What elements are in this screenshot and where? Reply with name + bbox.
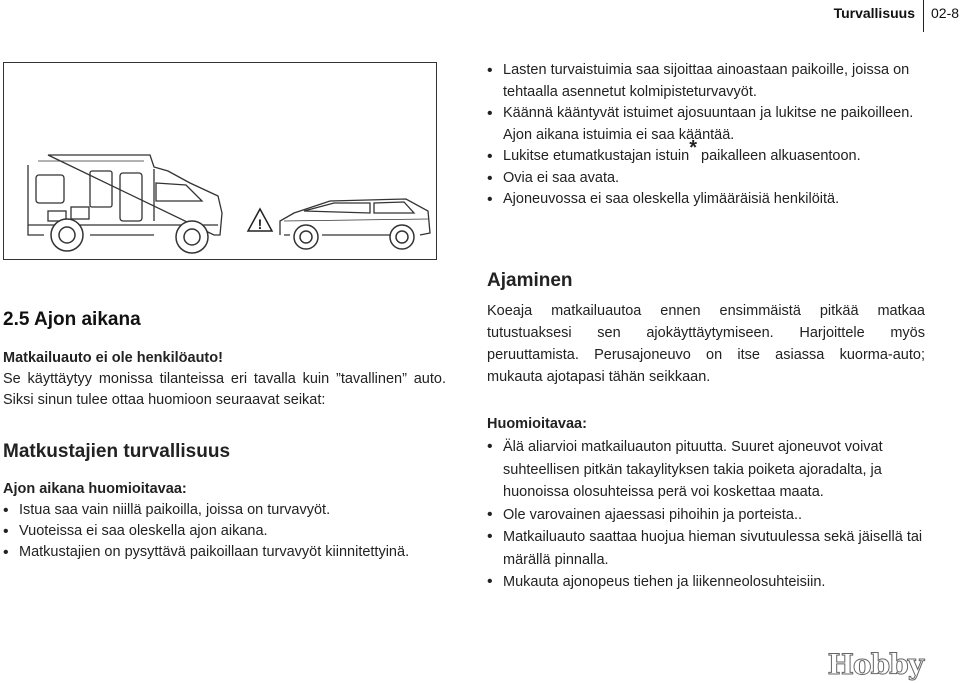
svg-text:!: ! <box>257 216 263 232</box>
list-item: • Älä aliarvioi matkailuauton pituutta. Suuret ajoneuvot voivat suhteellisen pitkän takaylityksen takia poiketa ajoradalta, ja huonoissa olosuhteissa perä voi koskettaa maata. <box>487 436 925 504</box>
list-item: • Ajoneuvossa ei saa oleskella ylimääräisiä henkilöitä. <box>487 189 927 211</box>
list-item: • Mukauta ajonopeus tiehen ja liikenneolosuhteisiin. <box>487 571 925 594</box>
list-item: • Ole varovainen ajaessasi pihoihin ja porteista.. <box>487 504 925 527</box>
vehicle-illustration <box>3 62 437 260</box>
left-column <box>3 348 446 563</box>
motorhome-car-drawing <box>4 63 436 259</box>
right-column <box>487 268 925 594</box>
list-item: • Istua saa vain niillä paikoilla, joissa on turvavyöt. <box>3 500 446 521</box>
driving-title: Ajaminen <box>487 270 573 291</box>
list-item: • Lasten turvaistuimia saa sijoittaa ainoastaan paikoille, joissa on tehtaalla asennetut kolmipisteturvavyöt. <box>487 60 927 103</box>
asterisk-mark: * <box>689 137 697 160</box>
driving-label: Huomioitavaa: <box>487 416 587 432</box>
list-item: • Matkustajien on pysyttävä paikoillaan turvavyöt kiinnitettyinä. <box>3 542 446 563</box>
list-item: • Matkailuauto saattaa huojua hieman sivutuulessa sekä jäisellä tai märällä pinnalla. <box>487 526 925 571</box>
hobby-logo: Hobby <box>827 648 923 681</box>
top-right-bullets <box>487 60 927 211</box>
subsection-title: Matkustajien turvallisuus <box>3 441 231 462</box>
subsection-label: Ajon aikana huomioitavaa: <box>3 481 187 497</box>
warning-triangle-icon <box>248 209 272 232</box>
driving-paragraph: Koeaja matkailuautoa ennen ensimmäistä pitkää matkaa tutustuaksesi sen ajokäyttäytymiseen. Harjoittele myös peruuttamista. Perusajoneuvo on itse asiassa kuorma-auto; mukauta ajotapasi tähän seikkaan. <box>487 303 925 385</box>
list-item: • Vuoteissa ei saa oleskella ajon aikana. <box>3 521 446 542</box>
list-item: • Lukitse etumatkustajan istuin* paikalleen alkuasentoon. <box>487 146 927 168</box>
header-title: Turvallisuus <box>833 5 915 21</box>
notice-text: Se käyttäytyy monissa tilanteissa eri tavalla kuin ”tavallinen” auto. Siksi sinun tulee ottaa huomioon seuraavat seikat: <box>3 371 446 408</box>
notice-heading: Matkailuauto ei ole henkilöauto! <box>3 350 223 366</box>
list-item: • Käännä kääntyvät istuimet ajosuuntaan ja lukitse ne paikoilleen. Ajon aikana istuimia ei saa kääntää. <box>487 103 927 146</box>
list-item: • Ovia ei saa avata. <box>487 168 927 190</box>
page-number: 02-8 <box>931 5 960 21</box>
section-title: 2.5 Ajon aikana <box>3 309 141 330</box>
header-divider <box>923 0 924 32</box>
